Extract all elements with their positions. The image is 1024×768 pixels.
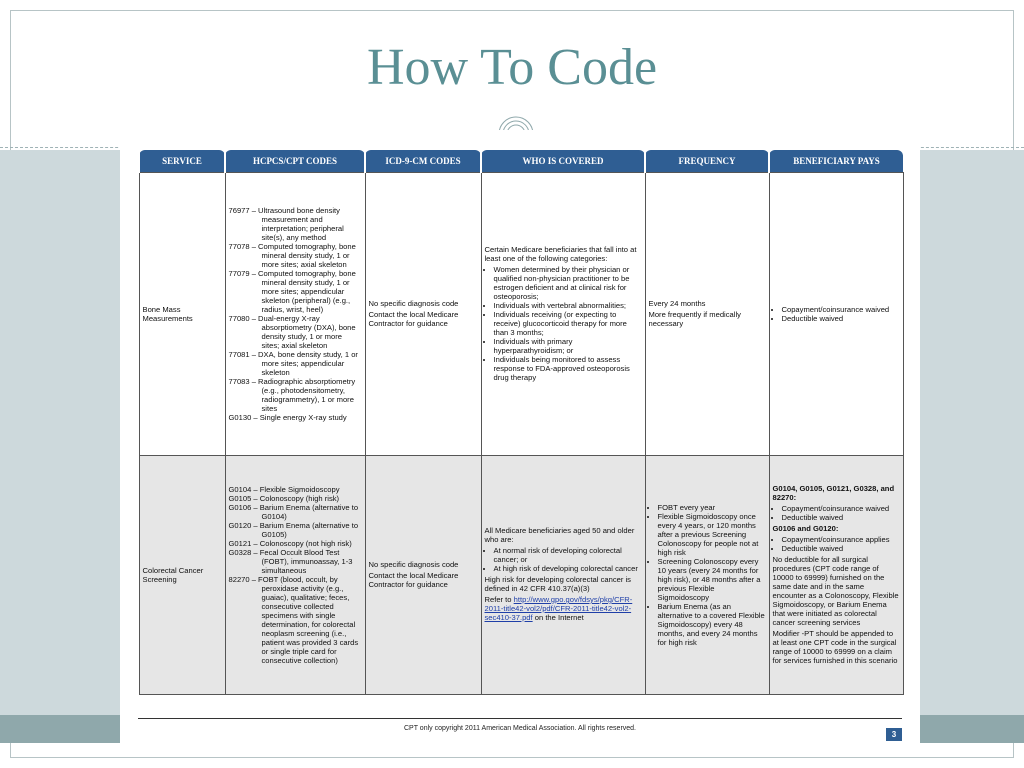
header-service: SERVICE bbox=[139, 150, 225, 173]
cell-frequency bbox=[645, 456, 769, 695]
table-row bbox=[139, 456, 903, 695]
who-list bbox=[485, 546, 642, 573]
code-item: G0105 – Colonoscopy (high risk) bbox=[228, 494, 340, 503]
footer-divider bbox=[138, 718, 902, 719]
list-item: • Copayment/coinsurance waived bbox=[782, 504, 900, 513]
page-number-badge: 3 bbox=[886, 728, 902, 741]
list-item: • Deductible waived bbox=[782, 544, 900, 553]
code-item: 77083 – Radiographic absorptiometry (e.g., photodensitometry, radiogrammetry), 1 or more sites bbox=[228, 377, 356, 413]
header-frequency: FREQUENCY bbox=[645, 150, 769, 173]
preventive-services-table bbox=[138, 150, 904, 695]
icd-text: Contact the local Medicare Contractor for guidance bbox=[368, 309, 459, 328]
cell-icd bbox=[365, 456, 481, 695]
code-item: G0120 – Barium Enema (alternative to G0105) bbox=[228, 521, 359, 539]
pays-heading: G0106 and G0120: bbox=[772, 523, 839, 533]
code-item: 82270 – FOBT (blood, occult, by peroxidase activity (e.g., guaiac), qualitative; feces, consecutive collected specimens with single determination, for colorectal neoplasm screening (i.e., patient was provided 3 cards or single triple card for consecutive collection) bbox=[228, 575, 359, 665]
frequency-list bbox=[649, 503, 766, 647]
list-item: • Individuals being monitored to assess response to FDA-approved osteoporosis drug therapy bbox=[494, 355, 642, 382]
header-hcpcs-cpt-codes: HCPCS/CPT CODES bbox=[225, 150, 365, 173]
pays-note: Modifier -PT should be appended to at least one CPT code in the surgical range of 10000 to 69999 on a claim for services furnished in this scenario bbox=[772, 628, 898, 665]
header-beneficiary-pays: BENEFICIARY PAYS bbox=[769, 150, 903, 173]
list-item: • Deductible waived bbox=[782, 513, 900, 522]
code-item: G0130 – Single energy X-ray study bbox=[228, 413, 347, 422]
refer-text bbox=[485, 595, 642, 622]
list-item: • Barium Enema (as an alternative to a covered Flexible Sigmoidoscopy) every 48 months, and every 24 months for high risk bbox=[658, 602, 766, 647]
header-who-is-covered: WHO IS COVERED bbox=[481, 150, 645, 173]
header-icd-codes: ICD-9-CM CODES bbox=[365, 150, 481, 173]
slide-title: How To Code bbox=[366, 39, 658, 96]
pays-list bbox=[773, 504, 900, 522]
icd-text: No specific diagnosis code bbox=[368, 559, 459, 569]
refer-suffix: on the Internet bbox=[534, 613, 584, 622]
who-list bbox=[485, 265, 642, 382]
list-item: • Individuals with primary hyperparathyroidism; or bbox=[494, 337, 642, 355]
list-item: • Individuals with vertebral abnormalities; bbox=[494, 301, 642, 310]
icd-text: Contact the local Medicare Contractor for guidance bbox=[368, 570, 459, 589]
cfr-link[interactable]: http://www.gpo.gov/fdsys/pkg/CFR-2011-title42-vol2/pdf/CFR-2011-title42-vol2-sec410-37.pdf bbox=[484, 595, 633, 622]
frequency-text: More frequently if medically necessary bbox=[648, 309, 741, 328]
code-item: 77079 – Computed tomography, bone mineral density study, 1 or more sites; appendicular skeleton (peripheral) (e.g., radius, wrist, heel) bbox=[228, 269, 356, 314]
cell-service: Colorectal Cancer Screening bbox=[139, 456, 225, 695]
refer-prefix: Refer to bbox=[484, 595, 512, 604]
cell-codes bbox=[225, 456, 365, 695]
cell-icd bbox=[365, 173, 481, 456]
code-item: G0121 – Colonoscopy (not high risk) bbox=[228, 539, 352, 548]
list-item: • Screening Colonoscopy every 10 years (every 24 months for high risk), or 48 months after a previous Flexible Sigmoidoscopy bbox=[658, 557, 766, 602]
pays-list bbox=[773, 305, 900, 323]
cell-frequency bbox=[645, 173, 769, 456]
cell-beneficiary-pays bbox=[769, 173, 903, 456]
code-item: G0104 – Flexible Sigmoidoscopy bbox=[228, 485, 340, 494]
code-item: G0106 – Barium Enema (alternative to G0104) bbox=[228, 503, 359, 521]
cell-codes bbox=[225, 173, 365, 456]
list-item: • Copayment/coinsurance waived bbox=[782, 305, 900, 314]
who-intro: All Medicare beneficiaries aged 50 and older who are: bbox=[484, 526, 635, 544]
left-decor-band bbox=[0, 150, 120, 715]
frequency-text: Every 24 months bbox=[648, 298, 706, 308]
code-item: 77081 – DXA, bone density study, 1 or more sites; appendicular skeleton bbox=[228, 350, 358, 377]
pays-note: No deductible for all surgical procedures (CPT code range of 10000 to 69999) furnished on the same date and in the same encounter as a Colonoscopy, Flexible Sigmoidoscopy, or Barium Enema that were initiated as colorectal cancer screening services bbox=[772, 554, 899, 627]
copyright-notice: CPT only copyright 2011 American Medical Association. All rights reserved. bbox=[403, 725, 637, 732]
cell-who-covered bbox=[481, 456, 645, 695]
code-item: G0328 – Fecal Occult Blood Test (FOBT), immunoassay, 1-3 simultaneous bbox=[228, 548, 353, 575]
cell-beneficiary-pays bbox=[769, 456, 903, 695]
icd-text: No specific diagnosis code bbox=[368, 298, 459, 308]
list-item: • FOBT every year bbox=[658, 503, 766, 512]
list-item: • Deductible waived bbox=[782, 314, 900, 323]
code-item: 77078 – Computed tomography, bone mineral density study, 1 or more sites; axial skeleton bbox=[228, 242, 356, 269]
document-page bbox=[120, 130, 920, 748]
high-risk-text: High risk for developing colorectal cancer is defined in 42 CFR 410.37(a)(3) bbox=[484, 575, 631, 593]
table-row bbox=[139, 173, 903, 456]
right-decor-band bbox=[920, 150, 1024, 715]
code-item: 77080 – Dual-energy X-ray absorptiometry (DXA), bone density study, 1 or more sites; axial skeleton bbox=[228, 314, 356, 350]
list-item: • At normal risk of developing colorectal cancer; or bbox=[494, 546, 642, 564]
pays-list bbox=[773, 535, 900, 553]
list-item: • Individuals receiving (or expecting to receive) glucocorticoid therapy for more than 3 months; bbox=[494, 310, 642, 337]
list-item: • Copayment/coinsurance applies bbox=[782, 535, 900, 544]
cell-service: Bone Mass Measurements bbox=[139, 173, 225, 456]
pays-heading: G0104, G0105, G0121, G0328, and 82270: bbox=[772, 483, 895, 502]
who-intro: Certain Medicare beneficiaries that fall into at least one of the following categories: bbox=[484, 244, 637, 263]
code-item: 76977 – Ultrasound bone density measurement and interpretation; peripheral site(s), any method bbox=[228, 206, 344, 242]
list-item: • Women determined by their physician or qualified non-physician practitioner to be estrogen deficient and at clinical risk for osteoporosis; bbox=[494, 265, 642, 301]
table-header-row bbox=[139, 150, 903, 173]
cell-who-covered bbox=[481, 173, 645, 456]
list-item: • Flexible Sigmoidoscopy once every 4 years, or 120 months after a previous Screening Colonoscopy for people not at high risk bbox=[658, 512, 766, 557]
list-item: • At high risk of developing colorectal cancer bbox=[494, 564, 642, 573]
